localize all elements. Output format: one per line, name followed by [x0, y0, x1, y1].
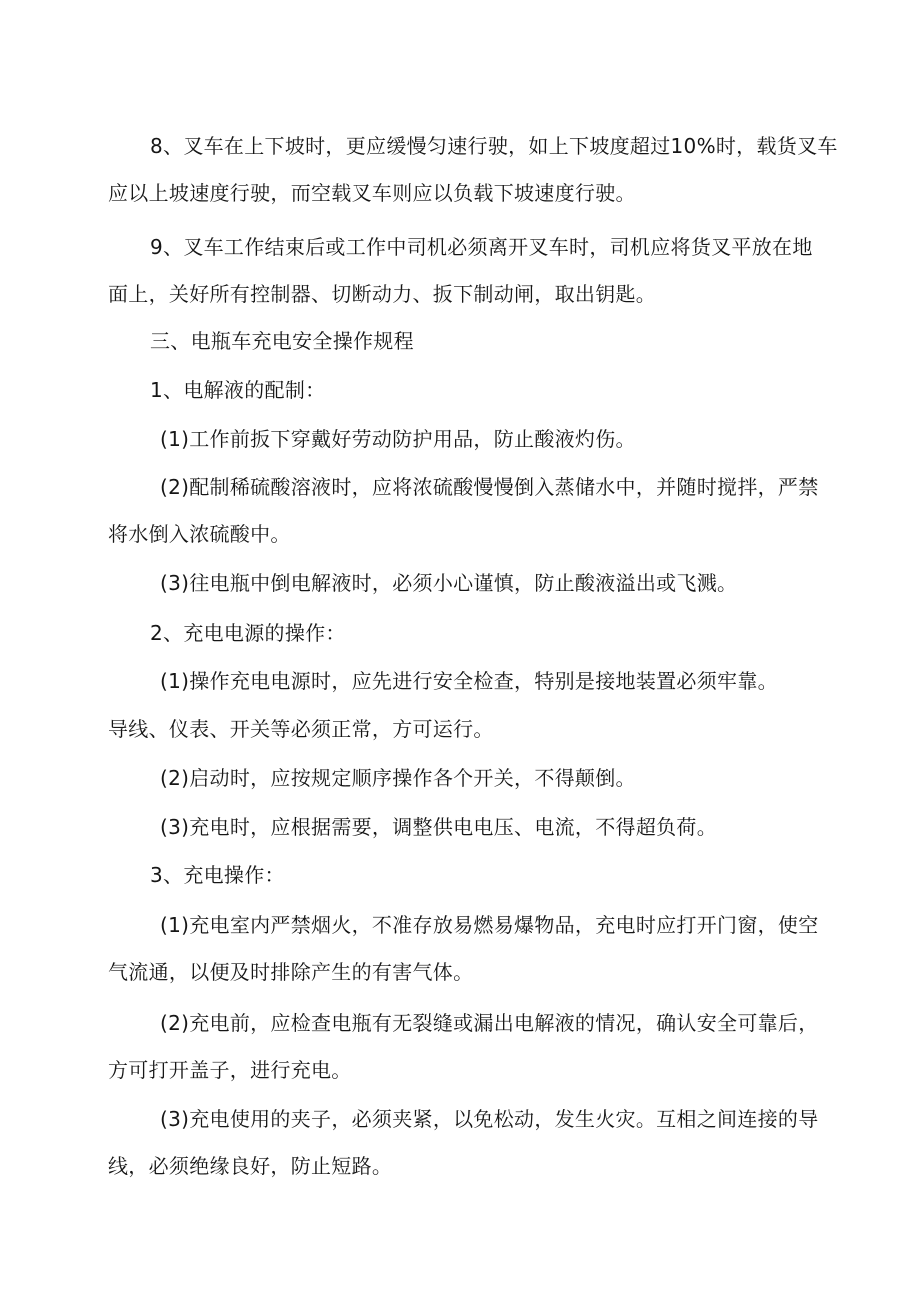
item-charging-2-line-2: 方可打开盖子，进行充电。	[108, 1058, 352, 1082]
item-electrolyte-2-line-2: 将水倒入浓硫酸中。	[108, 522, 291, 546]
item-power-3: (3)充电时，应根据需要，调整供电电压、电流，不得超负荷。	[160, 815, 718, 839]
item-charging-1-line-1: (1)充电室内严禁烟火，不准存放易燃易爆物品，充电时应打开门窗，使空	[160, 913, 819, 937]
section-heading-charging-safety: 三、电瓶车充电安全操作规程	[150, 329, 414, 353]
subheading-charging-operation: 3、充电操作：	[150, 863, 285, 887]
paragraph-8-line-2: 应以上坡速度行驶，而空载叉车则应以负载下坡速度行驶。	[108, 181, 636, 205]
item-charging-1-line-2: 气流通，以便及时排除产生的有害气体。	[108, 960, 474, 984]
item-power-2: (2)启动时，应按规定顺序操作各个开关，不得颠倒。	[160, 766, 636, 790]
paragraph-9-line-2: 面上，关好所有控制器、切断动力、扳下制动闸，取出钥匙。	[108, 282, 657, 306]
item-electrolyte-3: (3)往电瓶中倒电解液时，必须小心谨慎，防止酸液溢出或飞溅。	[160, 571, 738, 595]
item-charging-2-line-1: (2)充电前，应检查电瓶有无裂缝或漏出电解液的情况，确认安全可靠后，	[160, 1011, 819, 1035]
subheading-electrolyte: 1、电解液的配制：	[150, 378, 326, 402]
item-charging-3-line-1: (3)充电使用的夹子，必须夹紧，以免松动，发生火灾。互相之间连接的导	[160, 1107, 819, 1131]
paragraph-9-line-1: 9、叉车工作结束后或工作中司机必须离开叉车时，司机应将货叉平放在地	[150, 235, 813, 259]
item-charging-3-line-2: 线，必须绝缘良好，防止短路。	[108, 1154, 393, 1178]
item-power-1-line-2: 导线、仪表、开关等必须正常，方可运行。	[108, 717, 494, 741]
item-electrolyte-2-line-1: (2)配制稀硫酸溶液时，应将浓硫酸慢慢倒入蒸储水中，并随时搅拌，严禁	[160, 475, 819, 499]
paragraph-8-line-1: 8、叉车在上下坡时，更应缓慢匀速行驶，如上下坡度超过10%时，载货叉车	[150, 134, 838, 158]
subheading-power-source: 2、充电电源的操作：	[150, 621, 346, 645]
item-electrolyte-1: (1)工作前扳下穿戴好劳动防护用品，防止酸液灼伤。	[160, 427, 636, 451]
item-power-1-line-1: (1)操作充电电源时，应先进行安全检查，特别是接地装置必须牢靠。	[160, 669, 778, 693]
